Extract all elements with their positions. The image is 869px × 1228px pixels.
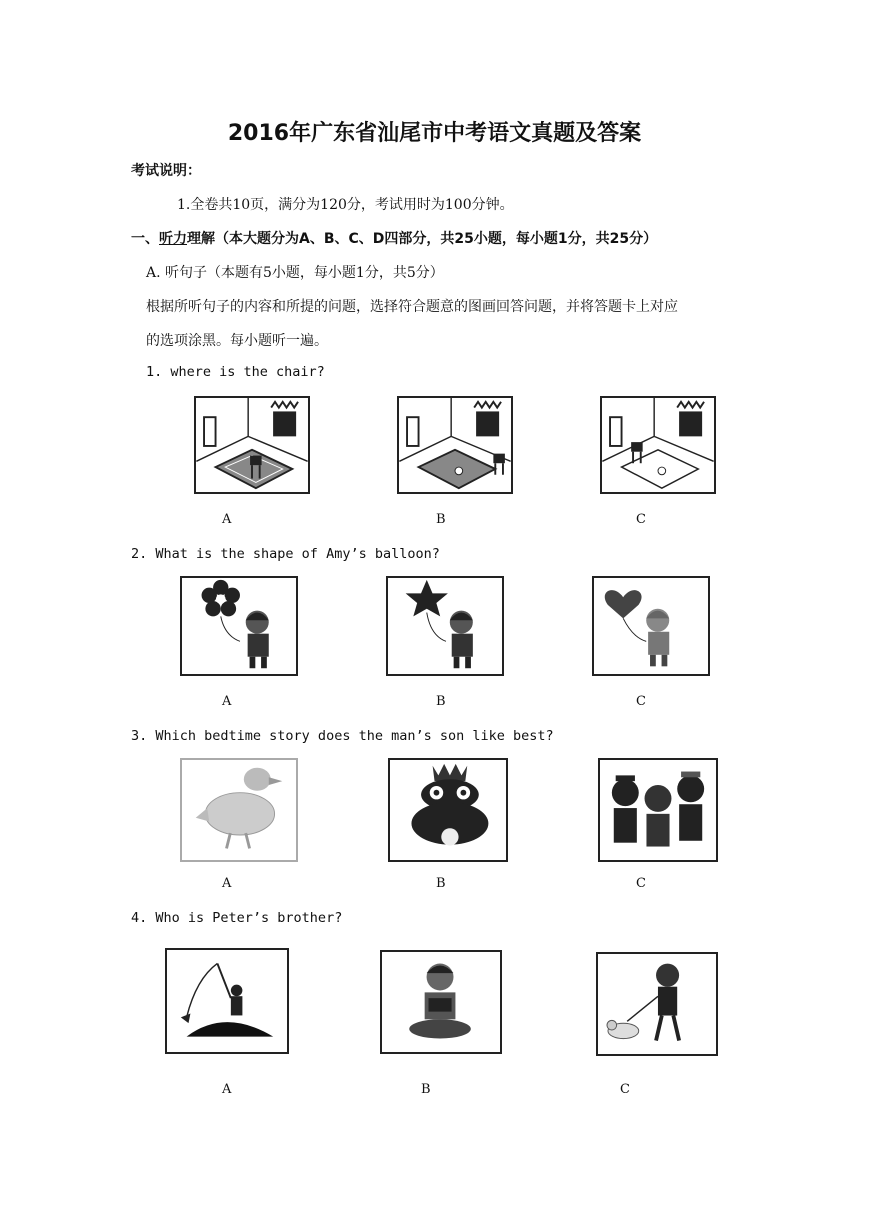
q1-option-c-picture [600,396,716,494]
girl-flower-balloon-icon [182,578,296,674]
section-1-prefix: 一、 [131,231,159,247]
q1-option-c-label: C [636,512,646,527]
q3-option-c-label: C [636,876,646,891]
q2-option-b-picture [386,576,504,676]
q2-option-b-label: B [436,694,446,709]
boy-reading-icon [382,952,500,1052]
q3-option-a-label: A [222,876,232,891]
instruction-line-1: 根据所听句子的内容和所提的问题，选择符合题意的图画回答问题，并将答题卡上对应 [146,299,678,315]
frog-prince-icon [390,760,506,860]
q4-option-c-label: C [620,1082,630,1097]
section-1-rest: 理解（本大题分为A、B、C、D四部分，共25小题，每小题1分，共25分） [187,231,658,247]
q2-option-c-picture [592,576,710,676]
three-little-pigs-icon [600,760,716,860]
q3-option-b-picture [388,758,508,862]
section-1-underlined: 听力 [159,231,187,247]
page-title: 2016年广东省汕尾市中考语文真题及答案 [227,121,642,146]
q4-option-c-picture [596,952,718,1056]
ugly-duckling-icon [182,760,296,860]
instruction-line-2: 的选项涂黑。每小题听一遍。 [146,333,328,349]
exam-note-heading: 考试说明： [131,163,201,179]
q2-option-a-label: A [222,694,232,709]
part-a-heading: A. 听句子（本题有5小题，每小题1分，共5分） [146,265,444,281]
room-chair-beside-rug-icon [399,398,511,492]
question-1-text: 1. where is the chair? [146,364,325,380]
q1-option-a-label: A [222,512,232,527]
q4-option-b-picture [380,950,502,1054]
q4-option-b-label: B [421,1082,431,1097]
room-chair-near-door-icon [602,398,714,492]
girl-heart-balloon-icon [594,578,708,674]
exam-note-1: 1.全卷共10页，满分为120分，考试用时为100分钟。 [177,197,514,213]
q4-option-a-picture [165,948,289,1054]
q2-option-a-picture [180,576,298,676]
question-2-text: 2. What is the shape of Amy’s balloon? [131,546,440,562]
q3-option-b-label: B [436,876,446,891]
question-4-text: 4. Who is Peter’s brother? [131,910,343,926]
q1-option-a-picture [194,396,310,494]
q1-option-b-label: B [436,512,446,527]
boy-fishing-icon [167,950,287,1052]
question-3-text: 3. Which bedtime story does the man’s son like best? [131,728,554,744]
q4-option-a-label: A [222,1082,232,1097]
boy-walking-dog-icon [598,954,716,1054]
room-chair-on-rug-icon [196,398,308,492]
q3-option-c-picture [598,758,718,862]
q1-option-b-picture [397,396,513,494]
girl-star-balloon-icon [388,578,502,674]
section-1-heading [131,228,657,248]
q3-option-a-picture [180,758,298,862]
q2-option-c-label: C [636,694,646,709]
